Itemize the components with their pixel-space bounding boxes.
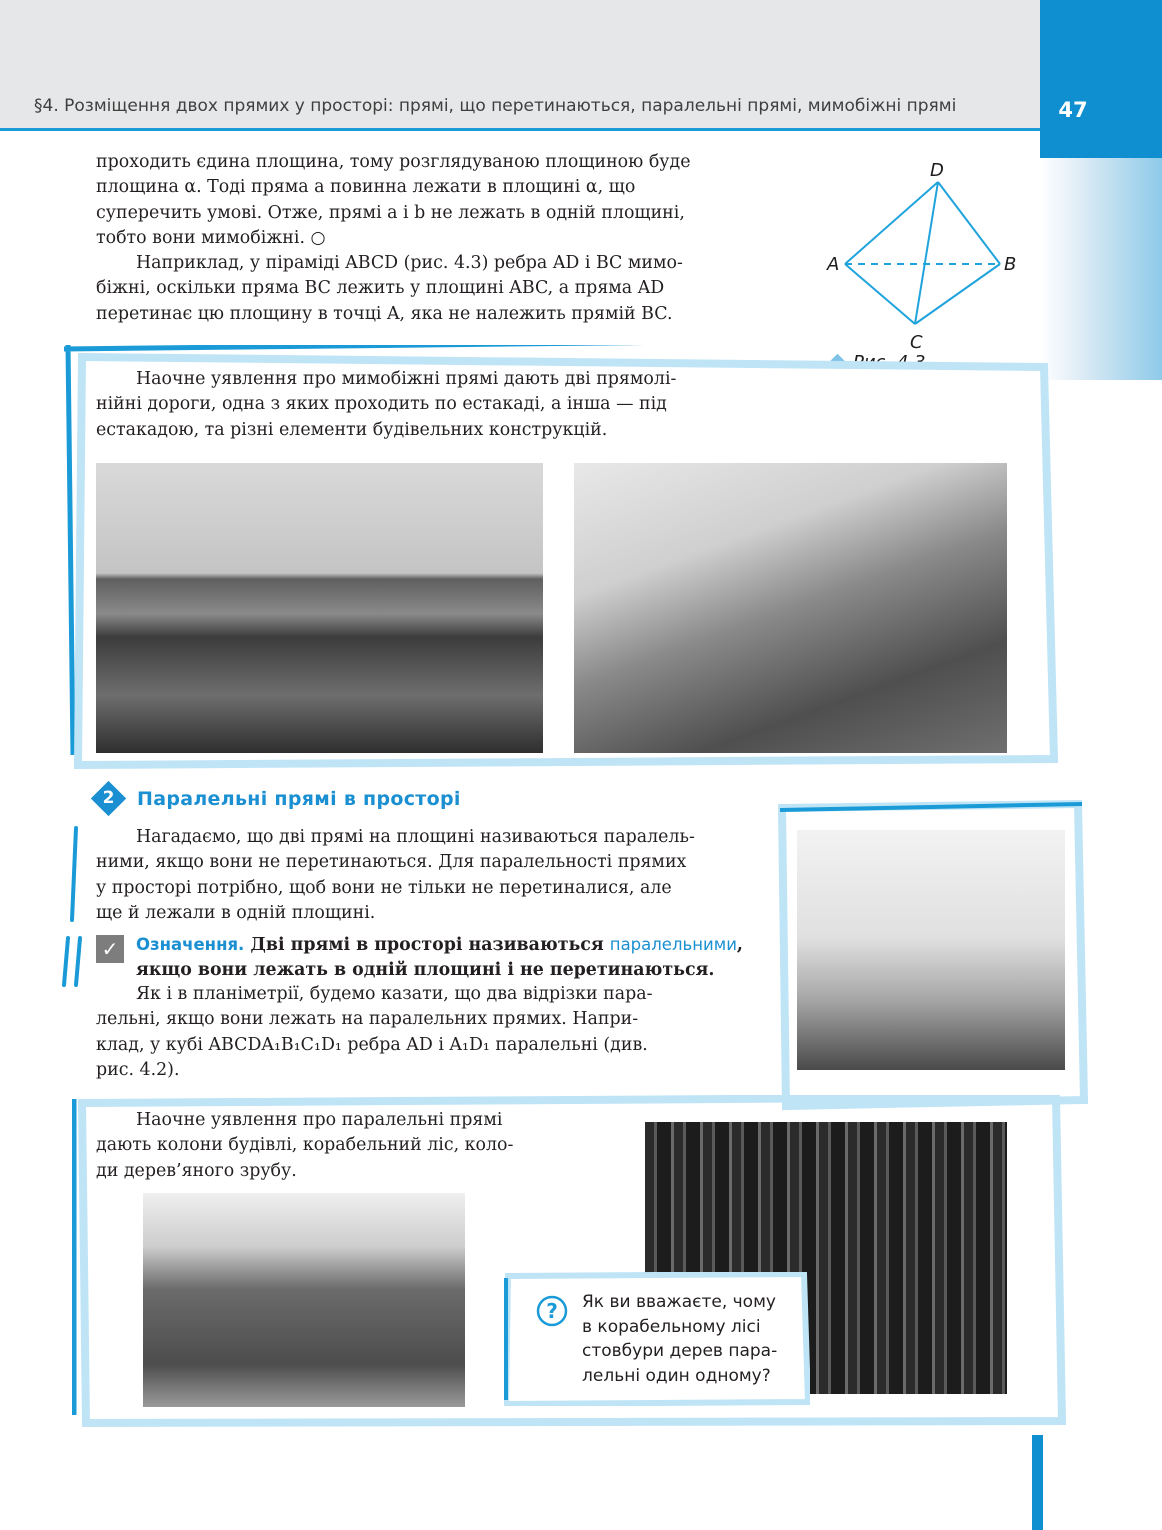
intro-text: [96, 150, 758, 327]
text-line: Як ви вважаєте, чому: [582, 1292, 776, 1312]
side-bar-bottom: [1032, 1435, 1043, 1530]
definition-line-2: якщо вони лежать в одній площині і не перетинаються.: [136, 960, 715, 981]
running-head: §4. Розміщення двох прямих у просторі: прямі, що перетинаються, паралельні прямі, мимобіжні прямі: [34, 96, 957, 116]
text-line: Нагадаємо, що дві прямі на площині називаються паралель-: [136, 827, 695, 847]
text-line: Наочне уявлення про мимобіжні прямі дають дві прямолі-: [136, 369, 677, 389]
definition-label: Означення.: [136, 935, 245, 954]
text-line: лельні один одному?: [582, 1365, 771, 1386]
page-number: 47: [1058, 98, 1088, 122]
text-line: в корабельному лісі: [582, 1316, 761, 1337]
text-line: естакадою, та різні елементи будівельних конструкцій.: [96, 419, 608, 440]
text-line: біжні, оскільки пряма BC лежить у площині ABC, а пряма AD: [96, 278, 665, 299]
text-line: лельні, якщо вони лежать на паралельних прямих. Напри-: [96, 1009, 639, 1030]
section2-paragraph-1: [96, 825, 758, 926]
definition-comma: ,: [736, 935, 743, 955]
definition-text: Дві прямі в просторі називаються: [244, 935, 610, 955]
definition-term: паралельними: [609, 935, 737, 954]
margin-marks: [58, 820, 88, 990]
label-A: A: [827, 254, 840, 275]
figure-caption-text: Рис. 4.3: [853, 352, 926, 373]
text-line: нійні дороги, одна з яких проходить по естакаді, а інша — під: [96, 394, 667, 415]
panel-parallel-text: [96, 1108, 572, 1184]
edge-DA: [845, 182, 938, 264]
definition-line-1: [136, 932, 758, 958]
text-line: Як і в планіметрії, будемо казати, що два відрізки пара-: [136, 984, 653, 1004]
question-icon: [536, 1295, 568, 1327]
text-line: рис. 4.2).: [96, 1059, 180, 1080]
text-line: тобто вони мимобіжні. ○: [96, 227, 326, 248]
question-text: [582, 1290, 787, 1388]
text-line: Наочне уявлення про паралельні прямі: [136, 1110, 503, 1130]
text-line: у просторі потрібно, щоб вони не тільки не перетиналися, але: [96, 877, 672, 898]
question-mark: ?: [546, 1299, 558, 1323]
edge-DC: [915, 182, 938, 324]
edge-DB: [938, 182, 1000, 264]
photo-log-house: [143, 1193, 465, 1407]
panel-skew-paragraph: [96, 367, 758, 443]
intro-paragraph-1: [96, 150, 758, 251]
text-line: ними, якщо вони не перетинаються. Для паралельності прямих: [96, 852, 687, 873]
text-line: клад, у кубі ABCDA₁B₁C₁D₁ ребра AD і A₁D₁ паралельні (див.: [96, 1034, 648, 1055]
section-title: Паралельні прямі в просторі: [137, 788, 461, 810]
label-D: D: [930, 160, 944, 181]
text-line: перетинає цю площину в точці A, яка не належить прямій BC.: [96, 303, 673, 324]
header-rule: [0, 128, 1040, 131]
section-number: 2: [102, 788, 115, 808]
section2-text: [96, 825, 758, 926]
definition-block: [136, 932, 758, 984]
panel-parallel-paragraph: [96, 1108, 572, 1184]
edge-AC: [845, 264, 915, 324]
label-B: B: [1004, 254, 1017, 275]
intro-paragraph-2: [96, 251, 758, 327]
text-line: ди дерев’яного зрубу.: [96, 1160, 297, 1181]
photo-building-frame: [574, 463, 1007, 753]
photo-rotunda: [797, 830, 1065, 1070]
text-line: площина α. Тоді пряма a повинна лежати в площині α, що: [96, 177, 636, 198]
text-line: стовбури дерев пара-: [582, 1341, 778, 1361]
section2-text-2: [96, 982, 758, 1083]
text-line: ще й лежали в одній площині.: [96, 902, 376, 923]
text-line: проходить єдина площина, тому розглядуваною площиною буде: [96, 152, 691, 172]
panel-skew-text: [96, 367, 758, 443]
page-number-tab: [1040, 0, 1162, 158]
text-line: Наприклад, у піраміді ABCD (рис. 4.3) ребра AD і BC мимо-: [136, 253, 683, 274]
edge-BC: [915, 264, 1000, 324]
label-C: C: [910, 332, 923, 353]
photo-overpass: [96, 463, 543, 753]
text-line: суперечить умові. Отже, прямі a і b не лежать в одній площині,: [96, 202, 685, 223]
text-line: дають колони будівлі, корабельний ліс, коло-: [96, 1135, 514, 1156]
section2-paragraph-2: [96, 982, 758, 1083]
definition-check-icon: ✓: [96, 935, 124, 963]
